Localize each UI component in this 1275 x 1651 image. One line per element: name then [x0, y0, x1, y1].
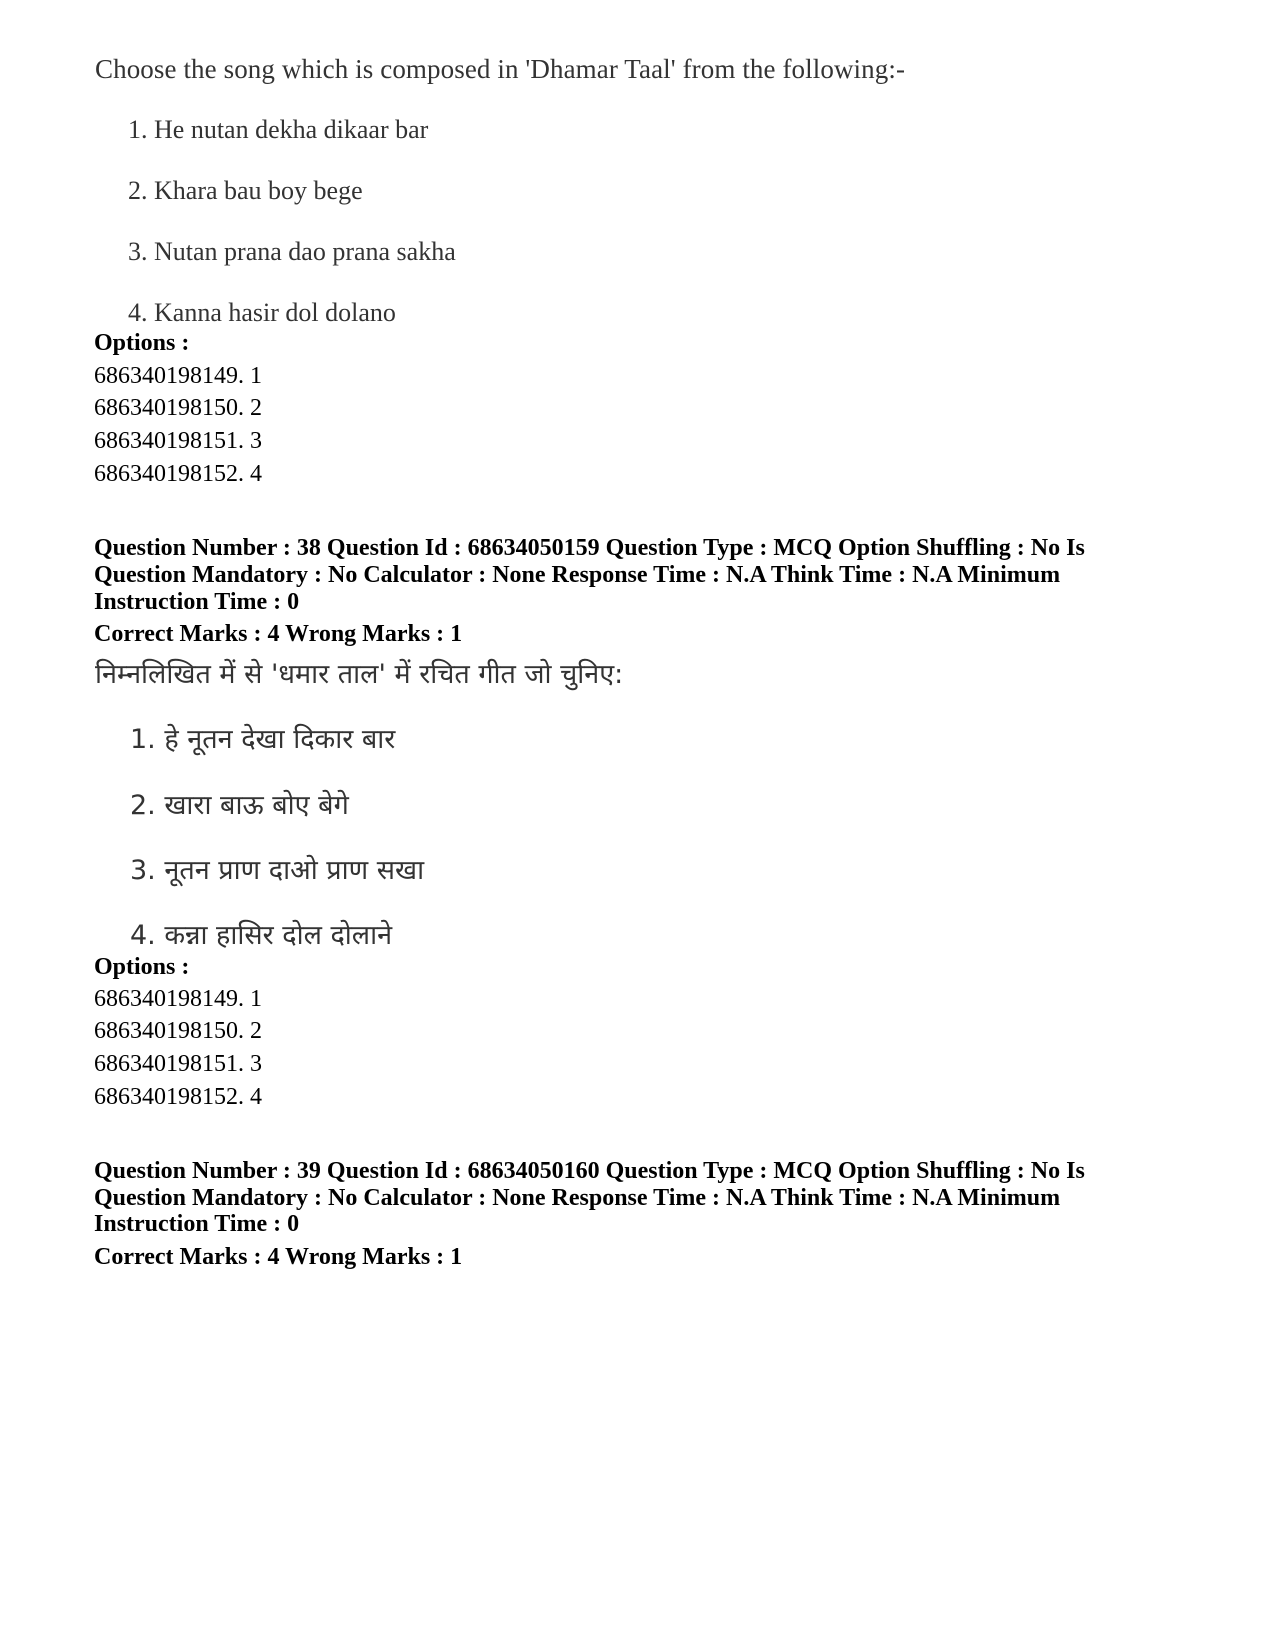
- option-row: 686340198150. 2: [94, 395, 262, 421]
- option-row: 686340198151. 3: [94, 1051, 262, 1077]
- question-meta-line-2: Question Mandatory : No Calculator : None Response Time : N.A Think Time : N.A Minimum: [94, 1185, 1061, 1211]
- question-item-hindi-2: 2. खारा बाऊ बोए बेगे: [130, 790, 349, 821]
- question-meta-line-3: Instruction Time : 0: [94, 589, 300, 615]
- question-item-4: 4. Kanna hasir dol dolano: [128, 298, 396, 327]
- question-item-3: 3. Nutan prana dao prana sakha: [128, 237, 456, 266]
- options-label: Options :: [94, 330, 190, 356]
- option-row: 686340198151. 3: [94, 428, 262, 454]
- option-row: 686340198150. 2: [94, 1018, 262, 1044]
- question-item-hindi-4: 4. कन्ना हासिर दोल दोलाने: [130, 920, 393, 951]
- option-row: 686340198152. 4: [94, 461, 262, 487]
- question-meta-line-1: Question Number : 39 Question Id : 68634050160 Question Type : MCQ Option Shuffling : No Is: [94, 1158, 1085, 1184]
- option-row: 686340198152. 4: [94, 1084, 262, 1110]
- option-row: 686340198149. 1: [94, 986, 262, 1012]
- question-item-hindi-3: 3. नूतन प्राण दाओ प्राण सखा: [130, 855, 425, 886]
- question-meta-line-1: Question Number : 38 Question Id : 68634050159 Question Type : MCQ Option Shuffling : No Is: [94, 535, 1085, 561]
- marks-line: Correct Marks : 4 Wrong Marks : 1: [94, 621, 463, 647]
- option-row: 686340198149. 1: [94, 363, 262, 389]
- question-item-1: 1. He nutan dekha dikaar bar: [128, 115, 429, 144]
- question-meta-line-3: Instruction Time : 0: [94, 1211, 300, 1237]
- question-item-2: 2. Khara bau boy bege: [128, 176, 363, 205]
- marks-line: Correct Marks : 4 Wrong Marks : 1: [94, 1244, 463, 1270]
- question-meta-line-2: Question Mandatory : No Calculator : None Response Time : N.A Think Time : N.A Minimum: [94, 562, 1061, 588]
- options-label: Options :: [94, 954, 190, 980]
- question-item-hindi-1: 1. हे नूतन देखा दिकार बार: [130, 724, 396, 755]
- question-text-english: Choose the song which is composed in 'Dhamar Taal' from the following:-: [95, 54, 906, 84]
- question-text-hindi: निम्नलिखित में से 'धमार ताल' में रचित गीत जो चुनिए:: [95, 659, 624, 690]
